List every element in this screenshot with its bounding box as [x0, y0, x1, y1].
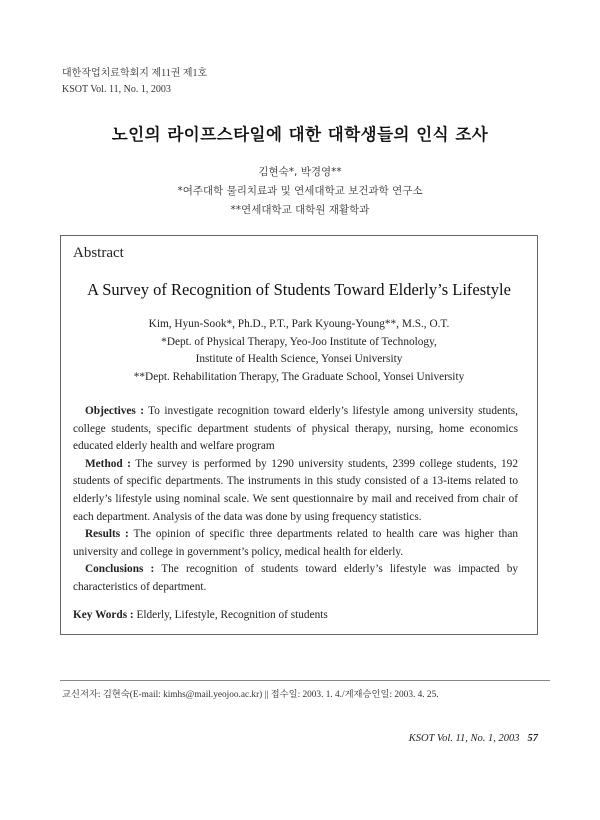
keywords-line	[73, 609, 328, 621]
korean-affiliation-2: **연세대학교 대학원 재활학과	[230, 204, 370, 216]
method-paragraph	[73, 456, 518, 526]
journal-line-english: KSOT Vol. 11, No. 1, 2003	[62, 84, 171, 95]
results-text: The opinion of specific three departments related to health care was higher than university and college in government’s policy, medical health for elderly.	[73, 528, 518, 558]
correspondence-note: 교신저자: 김현숙(E-mail: kimhs@mail.yeojoo.ac.kr) || 접수일: 2003. 1. 4./게재승인일: 2003. 4. 25.	[62, 690, 439, 700]
english-affiliation-3: **Dept. Rehabilitation Therapy, The Graduate School, Yonsei University	[133, 370, 465, 383]
footer-journal: KSOT Vol. 11, No. 1, 2003	[408, 733, 520, 744]
objectives-text: To investigate recognition toward elderly’s lifestyle among university students, college students, specific department students of physical therapy, nursing, home economics educated elderly health and welfare program	[73, 405, 518, 453]
keywords-text: Elderly, Lifestyle, Recognition of students	[133, 609, 328, 621]
korean-authors-block	[0, 163, 600, 220]
method-text: The survey is performed by 1290 university students, 2399 college students, 192 students of specific departments. The instruments in this study consisted of a 13-items related to elderly’s lifestyle using nominal scale. We sent questionnaire by mail and received from chair of each department. Analysis of the data was done by using frequency statistics.	[73, 457, 518, 523]
english-affiliation-1: *Dept. of Physical Therapy, Yeo-Joo Institute of Technology,	[161, 335, 437, 348]
english-author-names: Kim, Hyun-Sook*, Ph.D., P.T., Park Kyoung-Young**, M.S., O.T.	[148, 318, 450, 330]
journal-line-korean: 대한작업치료학회지 제11권 제1호	[62, 68, 208, 79]
conclusions-label: Conclusions :	[85, 563, 155, 576]
page-footer	[409, 733, 538, 744]
korean-title: 노인의 라이프스타일에 대한 대학생들의 인식 조사	[111, 125, 489, 144]
conclusions-text: The recognition of students toward elderly’s lifestyle was impacted by characteristics of department.	[73, 563, 518, 593]
korean-affiliation-1: *여주대학 물리치료과 및 연세대학교 보건과학 연구소	[177, 185, 423, 197]
korean-author-names: 김현숙*, 박경영**	[258, 166, 342, 178]
english-title: A Survey of Recognition of Students Toward Elderly’s Lifestyle	[87, 280, 511, 299]
english-authors-block	[61, 316, 537, 386]
objectives-paragraph	[73, 403, 518, 456]
journal-header	[62, 66, 207, 98]
abstract-body	[73, 403, 518, 597]
method-label: Method :	[85, 457, 131, 470]
correspondence-divider	[60, 680, 550, 681]
conclusions-paragraph	[73, 561, 518, 596]
results-paragraph	[73, 526, 518, 561]
english-affiliation-2: Institute of Health Science, Yonsei University	[195, 353, 403, 365]
abstract-heading: Abstract	[73, 245, 124, 261]
page-number: 57	[527, 733, 538, 744]
objectives-label: Objectives :	[85, 405, 144, 417]
abstract-box	[60, 235, 538, 635]
keywords-label: Key Words :	[73, 609, 134, 621]
results-label: Results :	[85, 528, 129, 541]
